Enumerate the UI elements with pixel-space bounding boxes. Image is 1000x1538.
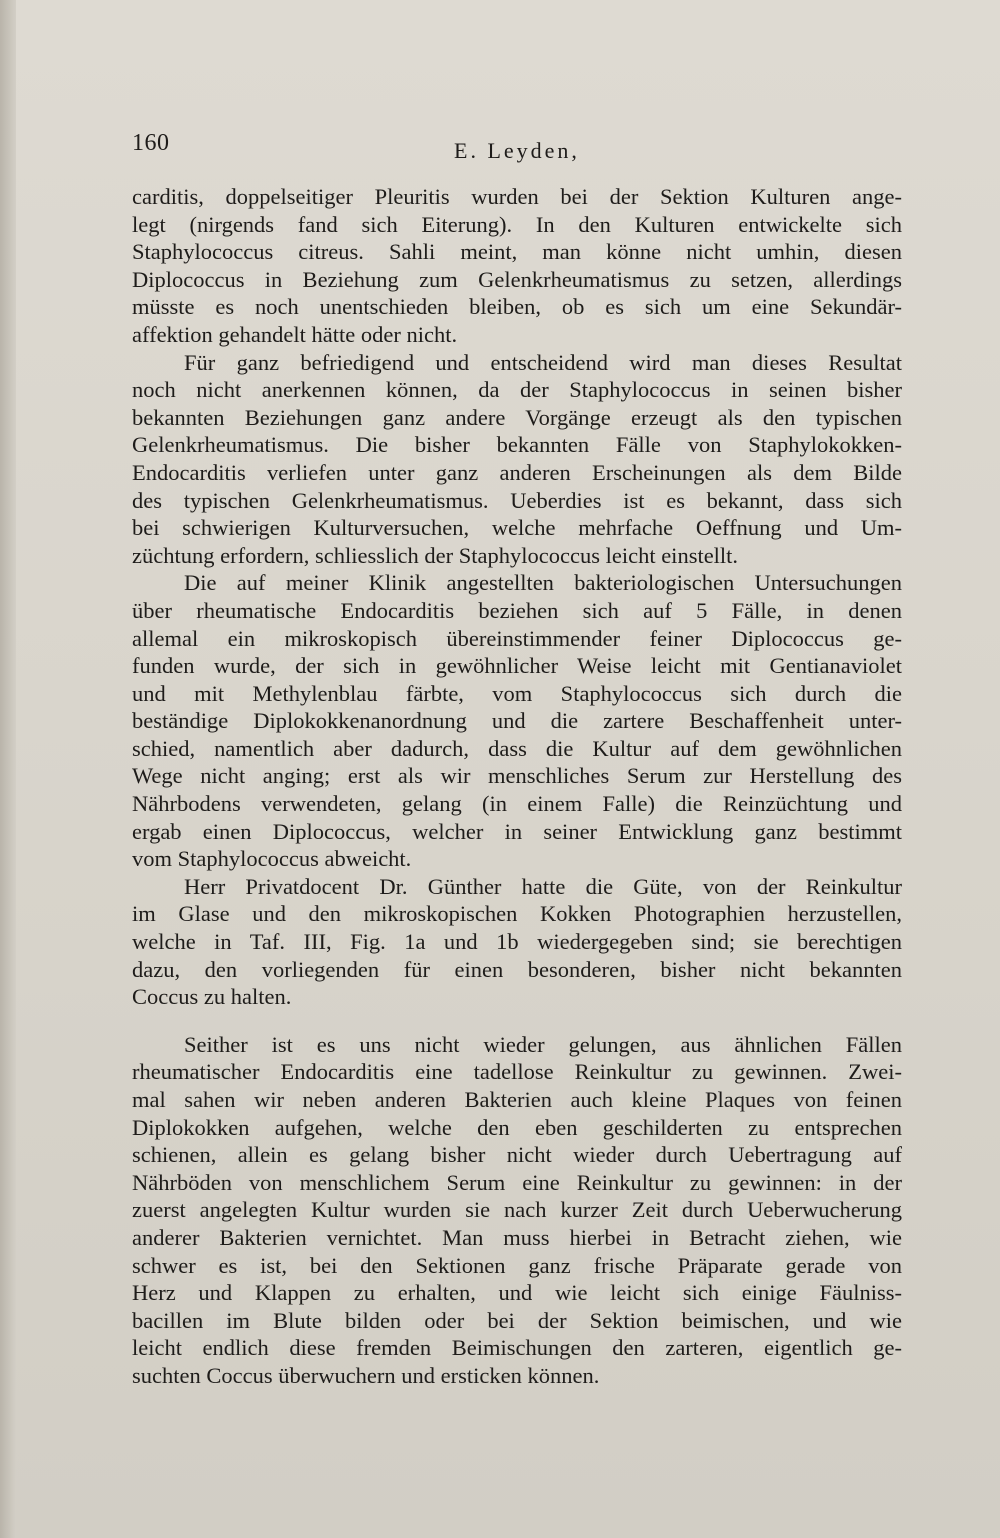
text-line: Wege nicht anging; erst als wir menschliches Serum zur Herstellung des <box>132 763 902 789</box>
text-line: mal sahen wir neben anderen Bakterien auch kleine Plaques von feinen <box>132 1087 902 1112</box>
text-line: bacillen im Blute bilden oder bei der Sektion beimischen, und wie <box>132 1307 902 1333</box>
running-head: E. Leyden, <box>454 138 580 163</box>
text-line: schienen, allein es gelang bisher nicht wieder durch Uebertragung auf <box>132 1142 902 1168</box>
text-line: Die auf meiner Klinik angestellten bakteriologischen Untersuchungen <box>184 570 902 596</box>
text-line: legt (nirgends fand sich Eiterung). In den Kulturen entwickelte sich <box>132 211 902 237</box>
paragraph-gap <box>132 1011 902 1031</box>
text-line: Herr Privatdocent Dr. Günther hatte die Güte, von der Reinkultur <box>184 873 902 899</box>
text-line: funden wurde, der sich in gewöhnlicher Weise leicht mit Gentianaviolet <box>132 653 902 679</box>
text-line: Endocarditis verliefen unter ganz anderen Erscheinungen als dem Bilde <box>132 459 902 485</box>
text-line: leicht endlich diese fremden Beimischungen den zarteren, eigentlich ge- <box>132 1335 902 1361</box>
text-line: Herz und Klappen zu erhalten, und wie leicht sich einige Fäulniss- <box>132 1280 902 1306</box>
text-line: Coccus zu halten. <box>132 984 292 1010</box>
text-line: zuerst angelegten Kultur wurden sie nach kurzer Zeit durch Ueberwucherung <box>132 1197 902 1223</box>
text-line: vom Staphylococcus abweicht. <box>132 846 412 872</box>
text-line: schied, namentlich aber dadurch, dass die Kultur auf dem gewöhnlichen <box>132 735 902 761</box>
page-header <box>132 126 902 166</box>
text-line: beständige Diplokokkenanordnung und die zartere Beschaffenheit unter- <box>132 708 902 734</box>
text-line: ergab einen Diplococcus, welcher in seiner Entwicklung ganz bestimmt <box>132 818 902 844</box>
text-line: anderer Bakterien vernichtet. Man muss hierbei in Betracht ziehen, wie <box>132 1224 902 1250</box>
text-line: Diplococcus in Beziehung zum Gelenkrheumatismus zu setzen, allerdings <box>132 266 902 292</box>
text-line: schwer es ist, bei den Sektionen ganz frische Präparate gerade von <box>132 1252 902 1278</box>
text-line: züchtung erfordern, schliesslich der Staphylococcus leicht einstellt. <box>132 542 739 568</box>
text-line: Gelenkrheumatismus. Die bisher bekannten Fälle von Staphylokokken- <box>132 432 902 458</box>
text-line: bekannten Beziehungen ganz andere Vorgänge erzeugt als den typischen <box>132 404 902 430</box>
text-line: bei schwierigen Kulturversuchen, welche mehrfache Oeffnung und Um- <box>132 515 902 541</box>
text-line: welche in Taf. III, Fig. 1a und 1b wiedergegeben sind; sie berechtigen <box>132 929 902 955</box>
text-line: Nährbodens verwendeten, gelang (in einem Falle) die Reinzüchtung und <box>132 791 902 817</box>
text-line: Für ganz befriedigend und entscheidend wird man dieses Resultat <box>184 349 902 375</box>
text-line: müsste es noch unentschieden bleiben, ob es sich um eine Sekundär- <box>132 294 902 320</box>
text-line: des typischen Gelenkrheumatismus. Ueberdies ist es bekannt, dass sich <box>132 487 902 513</box>
text-line: Seither ist es uns nicht wieder gelungen, aus ähnlichen Fällen <box>184 1031 902 1057</box>
text-line: Staphylococcus citreus. Sahli meint, man könne nicht umhin, diesen <box>132 239 902 265</box>
text-line: suchten Coccus überwuchern und ersticken können. <box>132 1362 600 1388</box>
text-line: über rheumatische Endocarditis beziehen sich auf 5 Fälle, in denen <box>132 597 902 623</box>
text-line: noch nicht anerkennen können, da der Staphylococcus in seinen bisher <box>132 377 902 403</box>
text-line: allemal ein mikroskopisch übereinstimmender feiner Diplococcus ge- <box>132 625 902 651</box>
text-line: Nährböden von menschlichem Serum eine Reinkultur zu gewinnen: in der <box>132 1169 902 1195</box>
text-line: carditis, doppelseitiger Pleuritis wurden bei der Sektion Kulturen ange- <box>132 184 902 209</box>
body-text <box>132 183 902 1390</box>
text-line: affektion gehandelt hätte oder nicht. <box>132 321 458 347</box>
text-line: im Glase und den mikroskopischen Kokken Photographien herzustellen, <box>132 901 902 927</box>
text-line: rheumatischer Endocarditis eine tadellose Reinkultur zu gewinnen. Zwei- <box>132 1059 902 1085</box>
page-edge-shadow <box>0 0 16 1538</box>
text-line: und mit Methylenblau färbte, vom Staphylococcus sich durch die <box>132 680 902 706</box>
page-number: 160 <box>132 130 170 156</box>
text-line: dazu, den vorliegenden für einen besonderen, bisher nicht bekannten <box>132 956 902 982</box>
text-line: Diplokokken aufgehen, welche den eben geschilderten zu entsprechen <box>132 1114 902 1140</box>
